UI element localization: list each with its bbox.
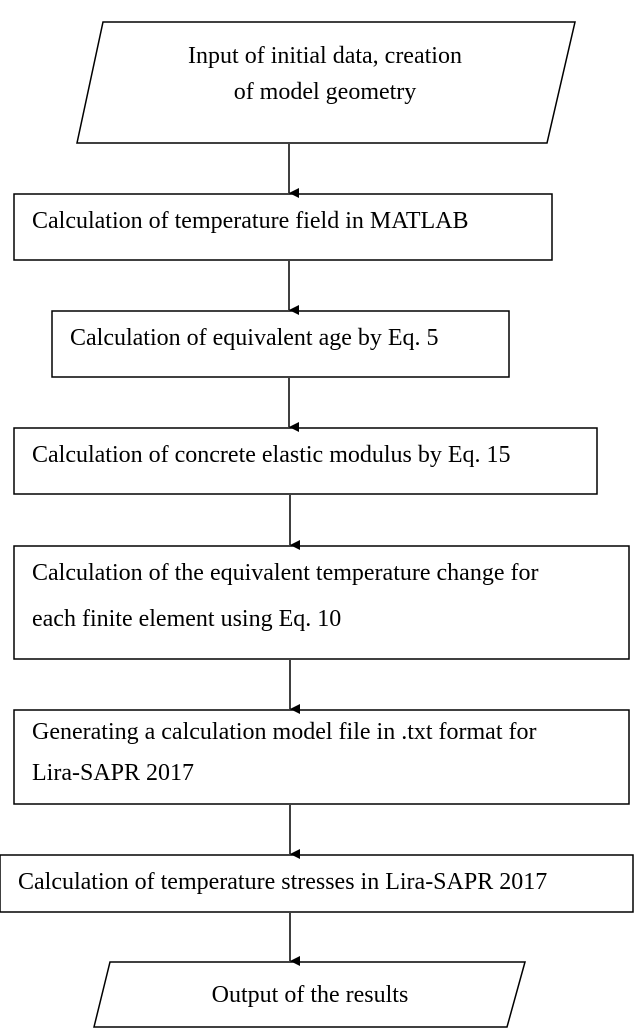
temperature-field-label-line-1: Calculation of temperature field in MATLAB [32,208,469,234]
output-label-line-1: Output of the results [211,982,409,1008]
equivalent-age-label-line-1: Calculation of equivalent age by Eq. 5 [70,325,439,351]
model-file-label-line-1: Generating a calculation model file in .txt format for [32,719,537,745]
temperature-stresses-label-line-1: Calculation of temperature stresses in Lira-SAPR 2017 [18,869,548,895]
equivalent-temperature-label [32,555,627,637]
elastic-modulus-label [32,437,594,473]
input-label-line-2: of model geometry [233,79,417,105]
elastic-modulus-label-line-1: Calculation of concrete elastic modulus by Eq. 15 [32,442,511,468]
equivalent-temperature-label-line-1: Calculation of the equivalent temperature change for [32,560,539,586]
input-label-line-1: Input of initial data, creation [188,43,462,69]
output-label [100,977,520,1013]
equivalent-age-label [70,320,505,356]
temperature-stresses-label [18,864,632,900]
temperature-field-label [32,203,547,239]
model-file-label-line-2: Lira-SAPR 2017 [32,760,194,786]
model-file-label [32,714,627,791]
equivalent-temperature-label-line-2: each finite element using Eq. 10 [32,606,342,632]
input-label [90,38,560,110]
